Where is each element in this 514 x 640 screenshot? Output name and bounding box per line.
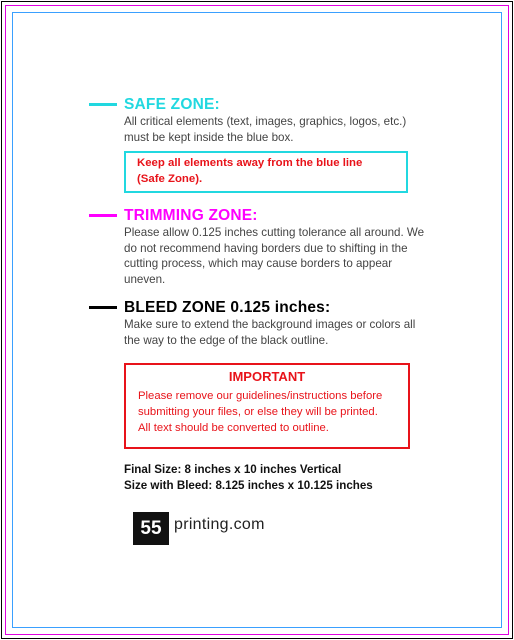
trimming-zone-title: TRIMMING ZONE:	[124, 207, 258, 224]
important-box	[124, 363, 410, 449]
important-line3: All text should be converted to outline.	[138, 422, 329, 434]
logo-mark: 55	[133, 512, 169, 545]
safe-zone-box-line1: Keep all elements away from the blue line	[137, 157, 363, 169]
safe-zone-title: SAFE ZONE:	[124, 96, 220, 113]
logo-text: printing.com	[174, 516, 265, 533]
trimming-zone-text: Please allow 0.125 inches cutting tolerance all around. We do not recommend having borders due to shifting in the cutting process, which may cause borders to appear uneven.	[124, 226, 425, 286]
bleed-size: Size with Bleed: 8.125 inches x 10.125 inches	[124, 479, 373, 492]
bleed-zone-marker	[89, 306, 117, 309]
safe-zone-marker	[89, 103, 117, 106]
trimming-zone-marker	[89, 214, 117, 217]
final-size: Final Size: 8 inches x 10 inches Vertical	[124, 463, 342, 476]
important-title: IMPORTANT	[228, 369, 306, 384]
safe-zone-box-line2: (Safe Zone).	[137, 173, 203, 185]
important-line2: submitting your files, or else they will be printed.	[138, 406, 378, 418]
safe-zone-box	[124, 151, 408, 193]
safe-zone-text: All critical elements (text, images, graphics, logos, etc.) must be kept inside the blue box.	[124, 115, 407, 144]
important-line1: Please remove our guidelines/instructions before	[138, 390, 383, 402]
bleed-zone-text: Make sure to extend the background images or colors all the way to the edge of the black outline.	[124, 318, 416, 347]
bleed-zone-title: BLEED ZONE 0.125 inches:	[124, 299, 331, 316]
